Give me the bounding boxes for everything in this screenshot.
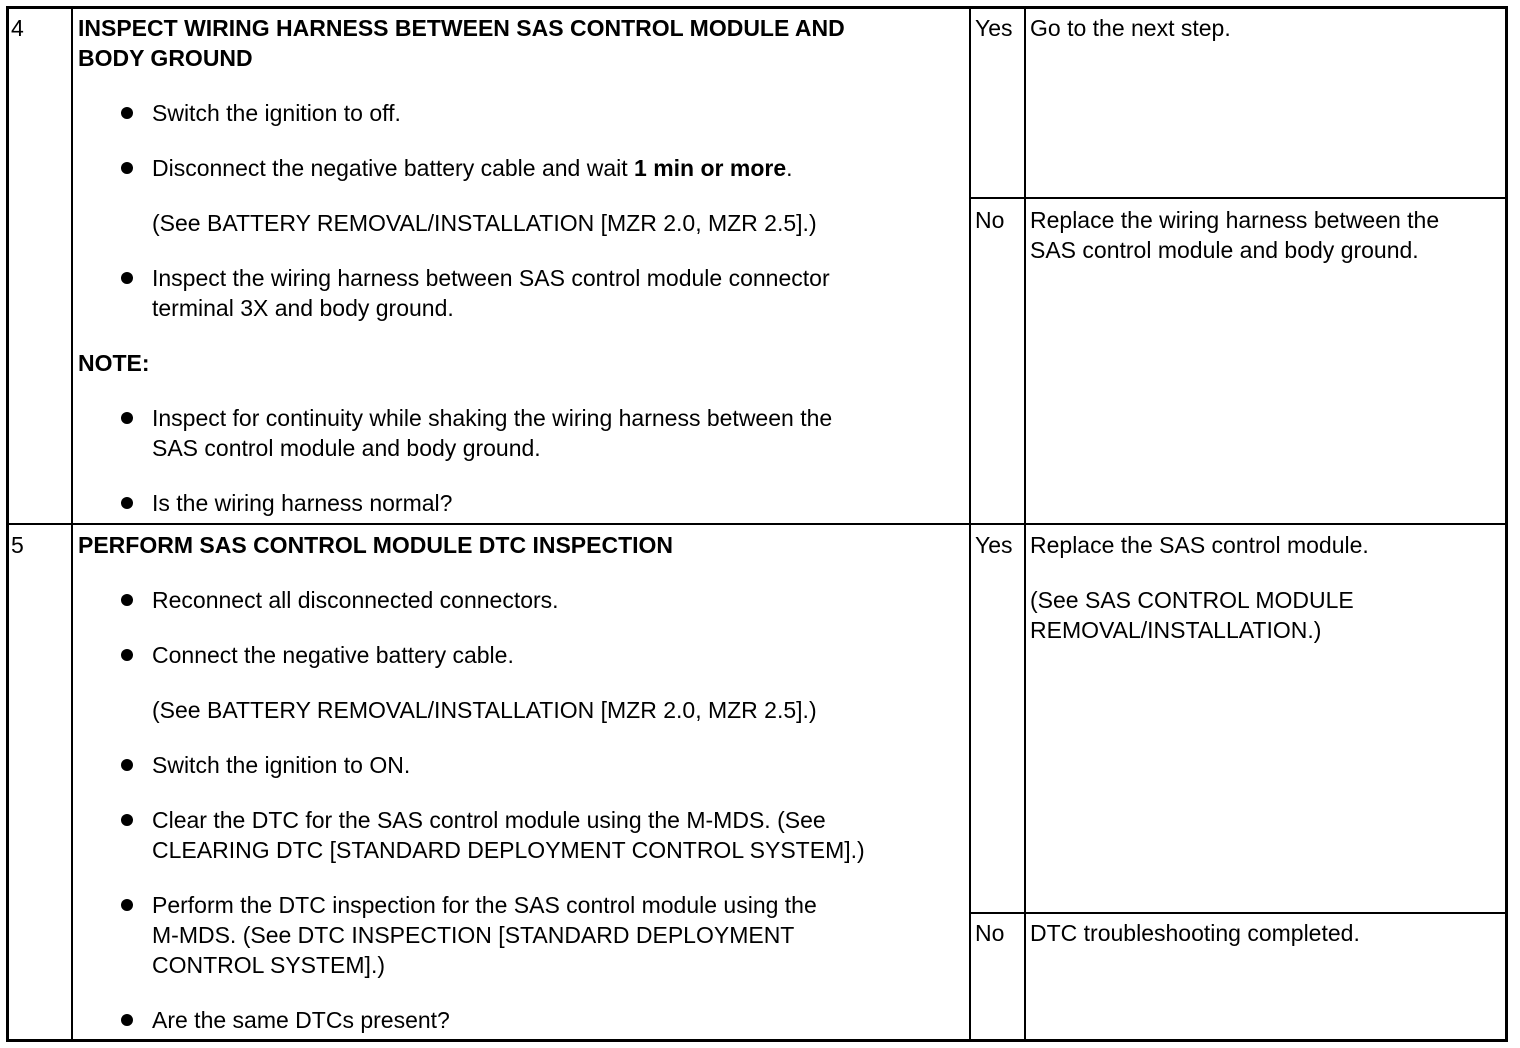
- no-action: Replace the wiring harness between the: [1030, 207, 1440, 233]
- row-divider: [9, 523, 1505, 525]
- no-label: No: [975, 207, 1005, 233]
- instruction-item: Inspect the wiring harness between SAS control module connector: [152, 265, 830, 291]
- reference-link[interactable]: (See SAS CONTROL MODULE: [1030, 587, 1354, 613]
- step-title: BODY GROUND: [78, 45, 253, 71]
- step-title: INSPECT WIRING HARNESS BETWEEN SAS CONTROL MODULE AND: [78, 15, 845, 41]
- yes-action: Go to the next step.: [1030, 15, 1231, 41]
- instruction-item: Perform the DTC inspection for the SAS control module using the: [152, 892, 817, 918]
- instruction-item: Switch the ignition to ON.: [152, 752, 411, 778]
- instruction-item-continued: terminal 3X and body ground.: [152, 295, 454, 321]
- no-action: SAS control module and body ground.: [1030, 237, 1419, 263]
- instruction-item-continued: M-MDS. (See DTC INSPECTION [STANDARD DEPLOYMENT: [152, 922, 795, 948]
- reference-link[interactable]: (See BATTERY REMOVAL/INSTALLATION [MZR 2.0, MZR 2.5].): [152, 697, 817, 723]
- result-divider: [969, 197, 1505, 199]
- instruction-item-continued: CLEARING DTC [STANDARD DEPLOYMENT CONTROL SYSTEM].): [152, 837, 865, 863]
- instruction-item: Inspect for continuity while shaking the wiring harness between the: [152, 405, 833, 431]
- yes-action: Replace the SAS control module.: [1030, 532, 1369, 558]
- instruction-item: Switch the ignition to off.: [152, 100, 401, 126]
- yes-label: Yes: [975, 532, 1013, 558]
- no-action: DTC troubleshooting completed.: [1030, 920, 1360, 946]
- result-divider: [969, 912, 1505, 914]
- question-item: Are the same DTCs present?: [152, 1007, 450, 1033]
- instruction-item-continued: SAS control module and body ground.: [152, 435, 541, 461]
- yes-label: Yes: [975, 15, 1013, 41]
- note-heading: NOTE:: [78, 350, 150, 376]
- step-number: 5: [11, 532, 24, 558]
- step-number: 4: [11, 15, 24, 41]
- instruction-item: Connect the negative battery cable.: [152, 642, 514, 668]
- question-item: Is the wiring harness normal?: [152, 490, 453, 516]
- step-title: PERFORM SAS CONTROL MODULE DTC INSPECTION: [78, 532, 674, 558]
- no-label: No: [975, 920, 1005, 946]
- instruction-item: Disconnect the negative battery cable and wait 1 min or more.: [152, 155, 793, 181]
- instruction-item: Reconnect all disconnected connectors.: [152, 587, 559, 613]
- reference-link[interactable]: (See BATTERY REMOVAL/INSTALLATION [MZR 2.0, MZR 2.5].): [152, 210, 817, 236]
- instruction-item-continued: CONTROL SYSTEM].): [152, 952, 385, 978]
- instruction-item: Clear the DTC for the SAS control module using the M-MDS. (See: [152, 807, 826, 833]
- reference-link[interactable]: REMOVAL/INSTALLATION.): [1030, 617, 1322, 643]
